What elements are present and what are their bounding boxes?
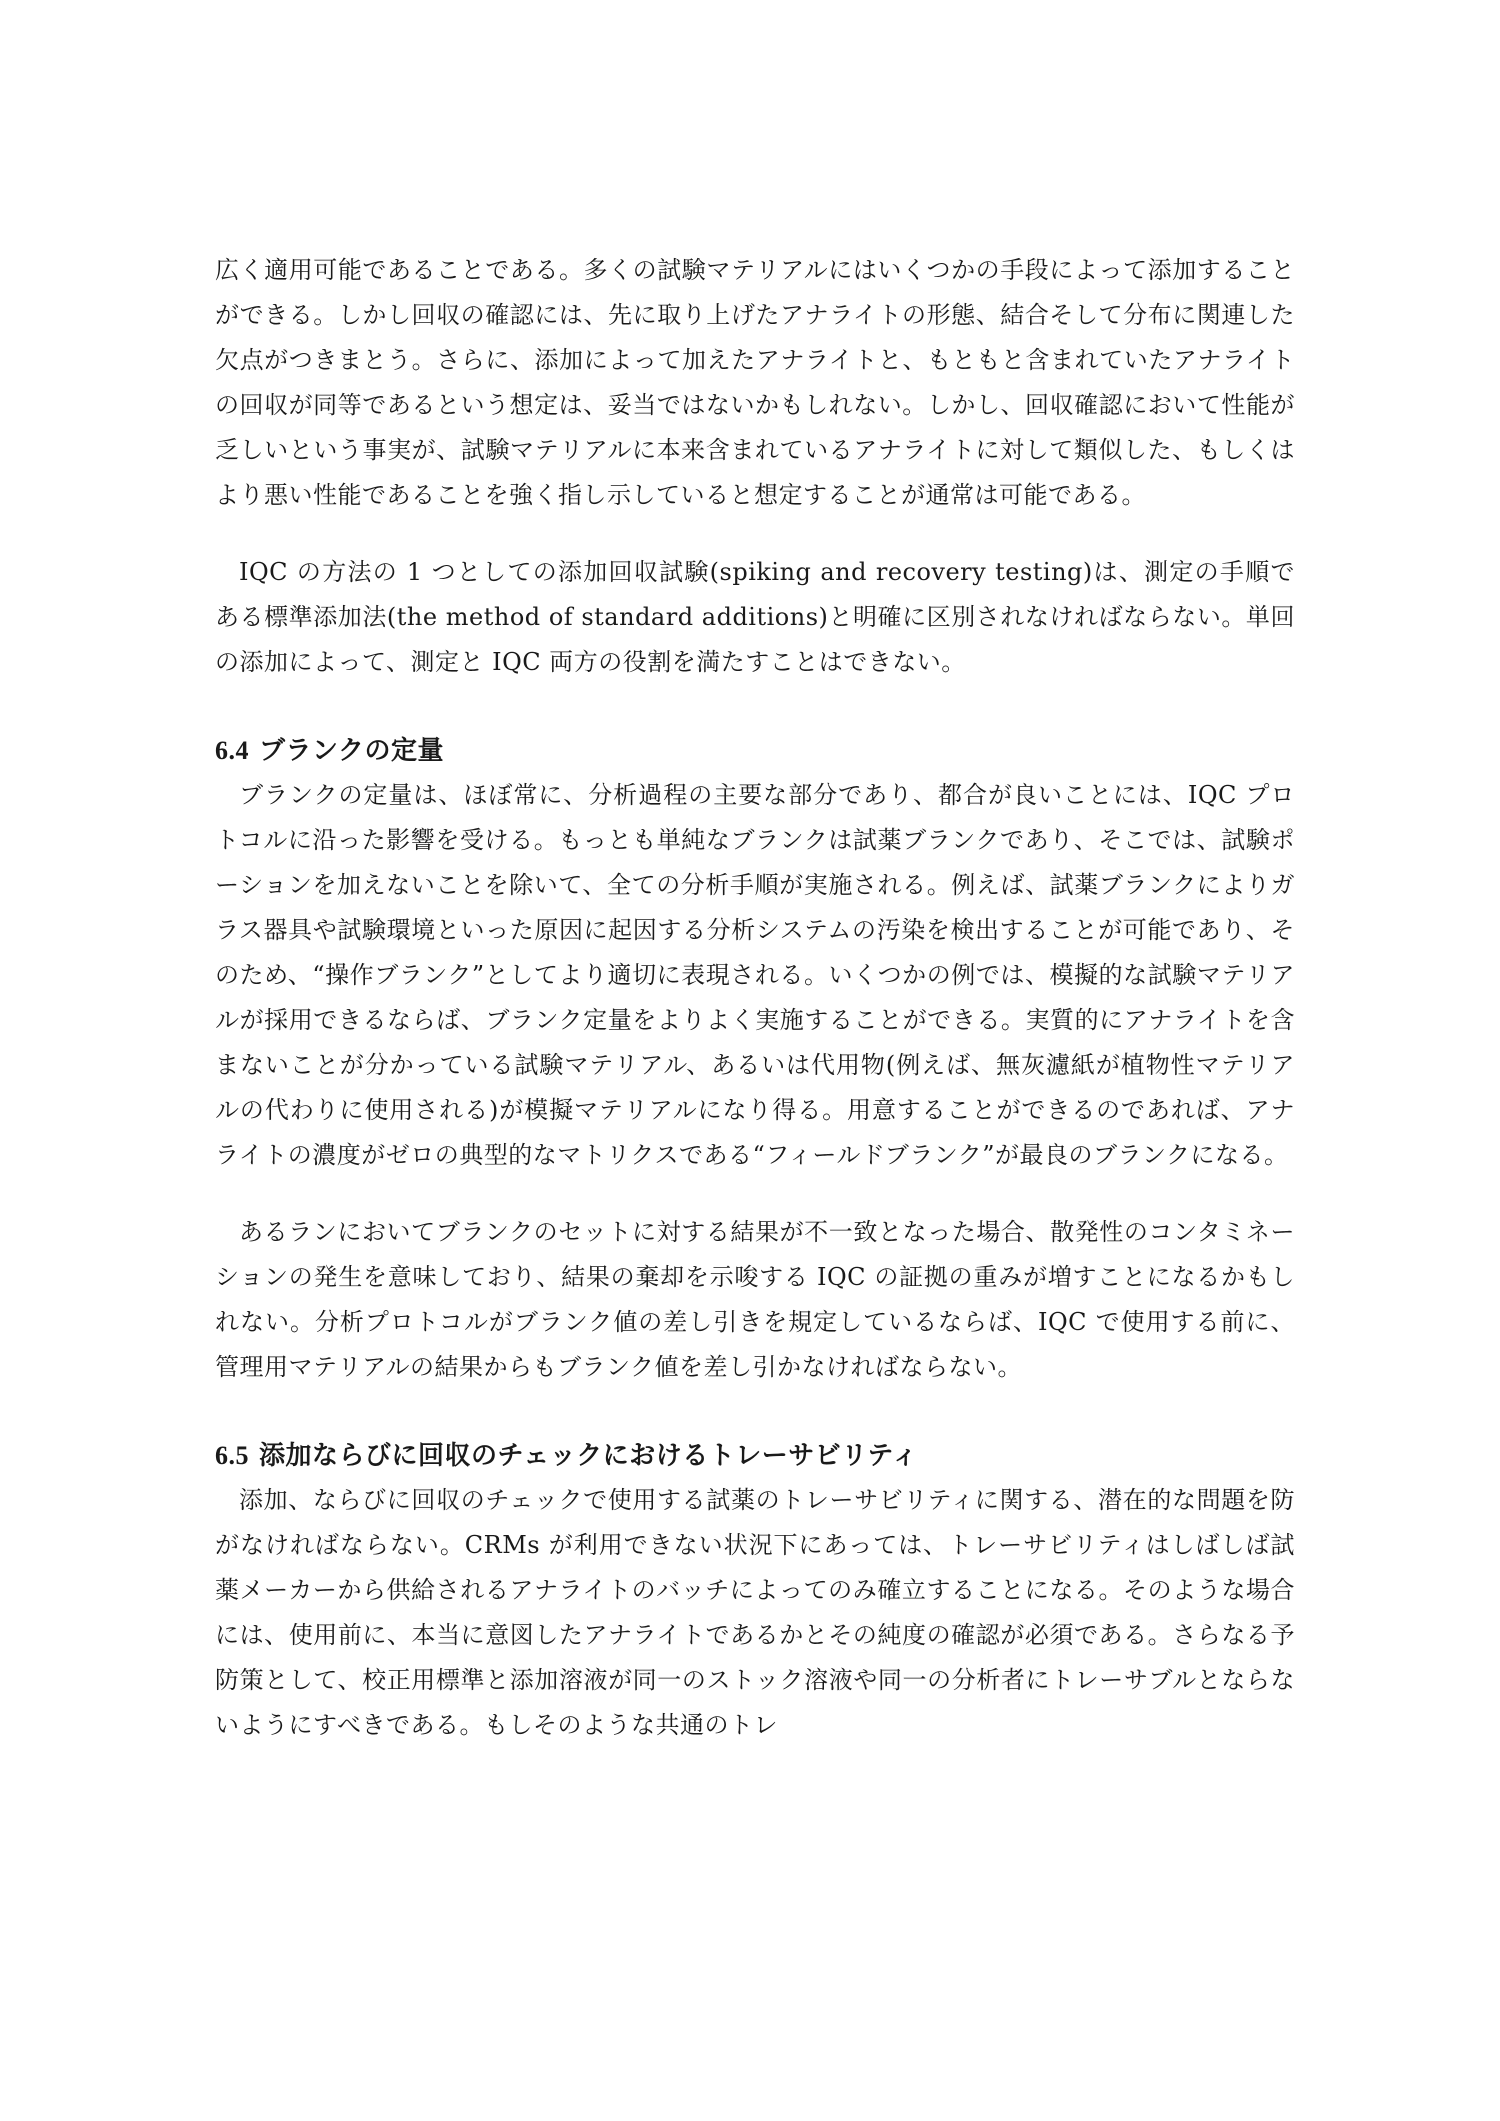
section-number: 6.4 bbox=[215, 736, 249, 765]
paragraph-recovery-applicability: 広く適用可能であることである。多くの試験マテリアルにはいくつかの手段によって添加することができる。しかし回収の確認には、先に取り上げたアナライトの形態、結合そして分布に関連した欠点がつきまとう。さらに、添加によって加えたアナライトと、もともと含まれていたアナライトの回収が同等であるという想定は、妥当ではないかもしれない。しかし、回収確認において性能が乏しいという事実が、試験マテリアルに本来含まれているアナライトに対して類似した、もしくはより悪い性能であることを強く指し示していると想定することが通常は可能である。 bbox=[215, 256, 1295, 509]
document-page bbox=[215, 248, 1295, 1748]
paragraph-blank-inconsistency: あるランにおいてブランクのセットに対する結果が不一致となった場合、散発性のコンタミネーションの発生を意味しており、結果の棄却を示唆する IQC の証拠の重みが増すことになるかもしれない。分析プロトコルがブランク値の差し引きを規定しているならば、IQC で使用する前に、管理用マテリアルの結果からもブランク値を差し引かなければならない。 bbox=[215, 1218, 1295, 1381]
section-heading-6-5 bbox=[215, 1436, 1295, 1476]
section-number: 6.5 bbox=[215, 1441, 249, 1470]
paragraph-spiking-vs-standard-additions: IQC の方法の 1 つとしての添加回収試験(spiking and recovery testing)は、測定の手順である標準添加法(the method of standard additions)と明確に区別されなければならない。単回の添加によって、測定と IQC 両方の役割を満たすことはできない。 bbox=[215, 558, 1295, 676]
section-title: 添加ならびに回収のチェックにおけるトレーサビリティ bbox=[259, 1441, 919, 1471]
section-title: ブランクの定量 bbox=[259, 736, 444, 766]
paragraph-blank-determination: ブランクの定量は、ほぼ常に、分析過程の主要な部分であり、都合が良いことには、IQC プロトコルに沿った影響を受ける。もっとも単純なブランクは試薬ブランクであり、そこでは、試験ポーションを加えないことを除いて、全ての分析手順が実施される。例えば、試薬ブランクによりガラス器具や試験環境といった原因に起因する分析システムの汚染を検出することが可能であり、そのため、“操作ブランク”としてより適切に表現される。いくつかの例では、模擬的な試験マテリアルが採用できるならば、ブランク定量をよりよく実施することができる。実質的にアナライトを含まないことが分かっている試験マテリアル、あるいは代用物(例えば、無灰濾紙が植物性マテリアルの代わりに使用される)が模擬マテリアルになり得る。用意することができるのであれば、アナライトの濃度がゼロの典型的なマトリクスである“フィールドブランク”が最良のブランクになる。 bbox=[215, 781, 1295, 1169]
section-heading-6-4 bbox=[215, 731, 1295, 771]
paragraph-traceability: 添加、ならびに回収のチェックで使用する試薬のトレーサビリティに関する、潜在的な問題を防がなければならない。CRMs が利用できない状況下にあっては、トレーサビリティはしばしば試薬メーカーから供給されるアナライトのバッチによってのみ確立することになる。そのような場合には、使用前に、本当に意図したアナライトであるかとその純度の確認が必須である。さらなる予防策として、校正用標準と添加溶液が同一のストック溶液や同一の分析者にトレーサブルとならないようにすべきである。もしそのような共通のトレ bbox=[215, 1486, 1295, 1739]
